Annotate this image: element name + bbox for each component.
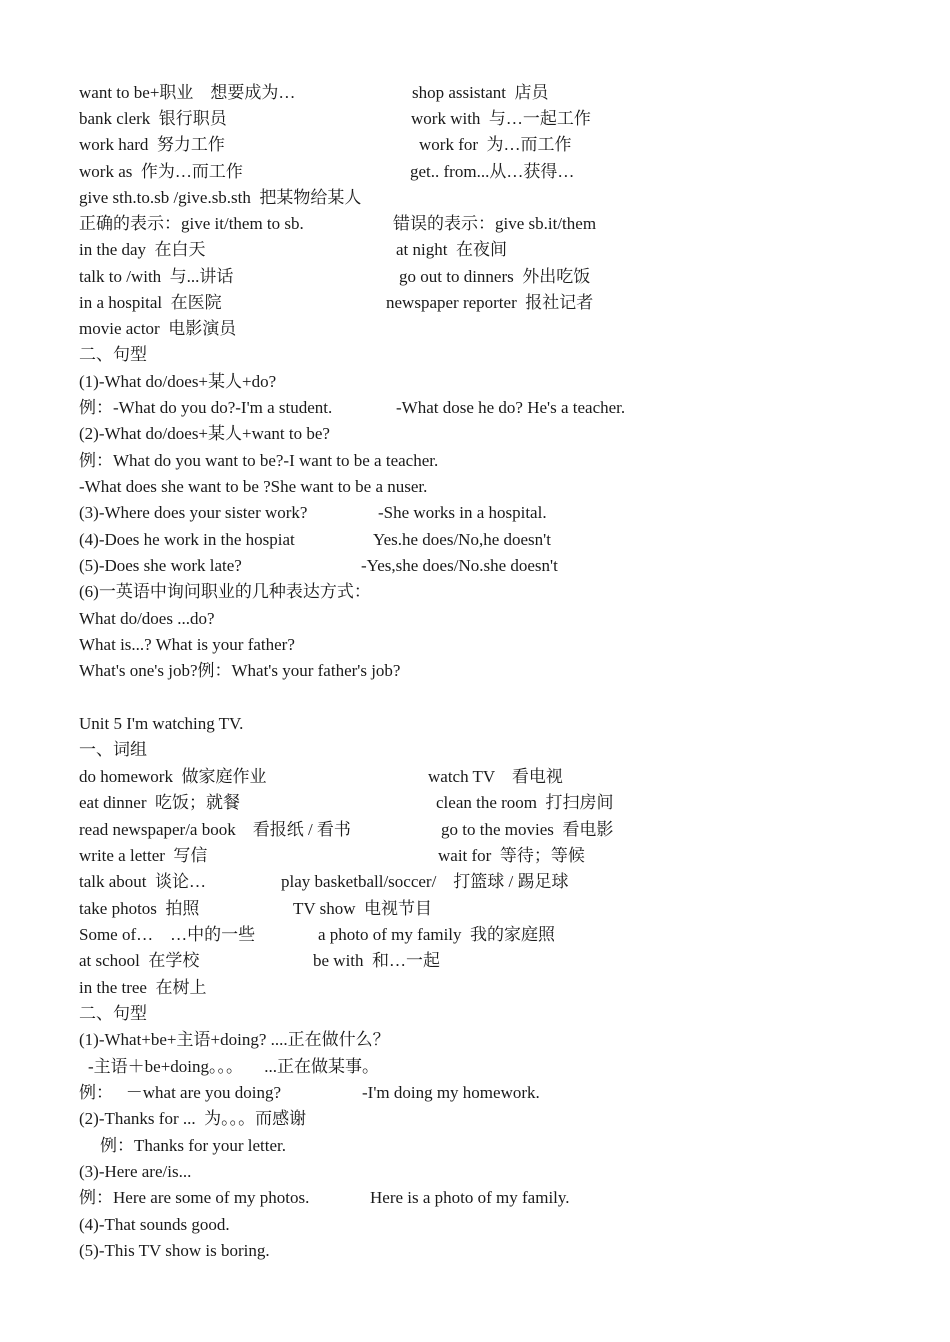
sentence-line: -She works in a hospital. [378,503,547,522]
phrase-line: bank clerk 银行职员 [79,109,227,128]
sentence-line: (1)-What+be+主语+doing? ....正在做什么？ [79,1030,390,1049]
sentence-line: (3)-Where does your sister work? [79,503,308,522]
sentence-line: (5)-Does she work late? [79,556,242,575]
phrase-line: shop assistant 店员 [412,83,549,102]
sentence-line: (4)-That sounds good. [79,1215,230,1234]
unit-title: Unit 5 I'm watching TV. [79,714,244,733]
sentence-line: -What dose he do? He's a teacher. [396,398,626,417]
phrase-line: work as 作为…而工作 [79,162,243,181]
phrase-line: a photo of my family 我的家庭照 [318,925,556,944]
phrase-line: talk about 谈论… [79,872,207,891]
sentence-line: -What does she want to be ?She want to be a nuser. [79,477,428,496]
phrase-line: TV show 电视节目 [293,899,432,918]
phrase-line: read newspaper/a book 看报纸 / 看书 [79,820,351,839]
phrase-line: give sth.to.sb /give.sb.sth 把某物给某人 [79,188,362,207]
phrase-line: at night 在夜间 [396,240,507,259]
sentence-line: (3)-Here are/is... [79,1162,192,1181]
sentence-line: -I'm doing my homework. [362,1083,540,1102]
phrase-line: write a letter 写信 [79,846,208,865]
sentence-line: -主语＋be+doing。。。 ...正在做某事。 [88,1057,380,1076]
section-heading: 一、词组 [79,740,147,759]
phrase-line: at school 在学校 [79,951,200,970]
phrase-line: in the tree 在树上 [79,978,207,997]
sentence-line: (2)-What do/does+某人+want to be? [79,424,330,443]
phrase-line: go out to dinners 外出吃饭 [399,267,591,286]
phrase-line: talk to /with 与...讲话 [79,267,234,286]
phrase-line: movie actor 电影演员 [79,319,237,338]
sentence-line: (4)-Does he work in the hospiat [79,530,295,549]
sentence-line: 例：Thanks for your letter. [100,1136,287,1155]
section-heading: 二、句型 [79,1004,147,1023]
phrase-line: in a hospital 在医院 [79,293,222,312]
sentence-line: What do/does ...do? [79,609,215,628]
sentence-line: 例：Here are some of my photos. [79,1188,310,1207]
phrase-line: wait for 等待；等候 [438,846,585,865]
phrase-line: play basketball/soccer/ 打篮球 / 踢足球 [281,872,569,891]
phrase-line: want to be+职业 想要成为… [79,83,296,102]
sentence-line: What's one's job?例：What's your father's job? [79,661,401,680]
section-heading: 二、句型 [79,345,147,364]
phrase-line: work hard 努力工作 [79,135,225,154]
phrase-line: watch TV 看电视 [428,767,563,786]
phrase-line: 错误的表示：give sb.it/them [393,214,597,233]
phrase-line: get.. from...从…获得… [410,162,575,181]
phrase-line: Some of… …中的一些 [79,925,256,944]
phrase-line: 正确的表示：give it/them to sb. [79,214,304,233]
phrase-line: be with 和…一起 [313,951,441,970]
phrase-line: do homework 做家庭作业 [79,767,267,786]
phrase-line: work with 与…一起工作 [411,109,591,128]
sentence-line: What is...? What is your father? [79,635,295,654]
phrase-line: eat dinner 吃饭；就餐 [79,793,240,812]
sentence-line: 例： －what are you doing? [79,1083,282,1102]
sentence-line: Yes.he does/No,he doesn't [373,530,551,549]
sentence-line: 例：-What do you do?-I'm a student. [79,398,333,417]
sentence-line: (2)-Thanks for ... 为。。。而感谢 [79,1109,307,1128]
sentence-line: Here is a photo of my family. [370,1188,570,1207]
sentence-line: 例：What do you want to be?-I want to be a teacher. [79,451,439,470]
sentence-line: (1)-What do/does+某人+do? [79,372,277,391]
phrase-line: in the day 在白天 [79,240,206,259]
phrase-line: go to the movies 看电影 [441,820,614,839]
phrase-line: newspaper reporter 报社记者 [386,293,594,312]
sentence-line: (5)-This TV show is boring. [79,1241,270,1260]
phrase-line: work for 为…而工作 [419,135,572,154]
sentence-line: -Yes,she does/No.she doesn't [361,556,558,575]
sentence-line: (6)一英语中询问职业的几种表达方式： [79,582,371,601]
phrase-line: clean the room 打扫房间 [436,793,614,812]
phrase-line: take photos 拍照 [79,899,200,918]
